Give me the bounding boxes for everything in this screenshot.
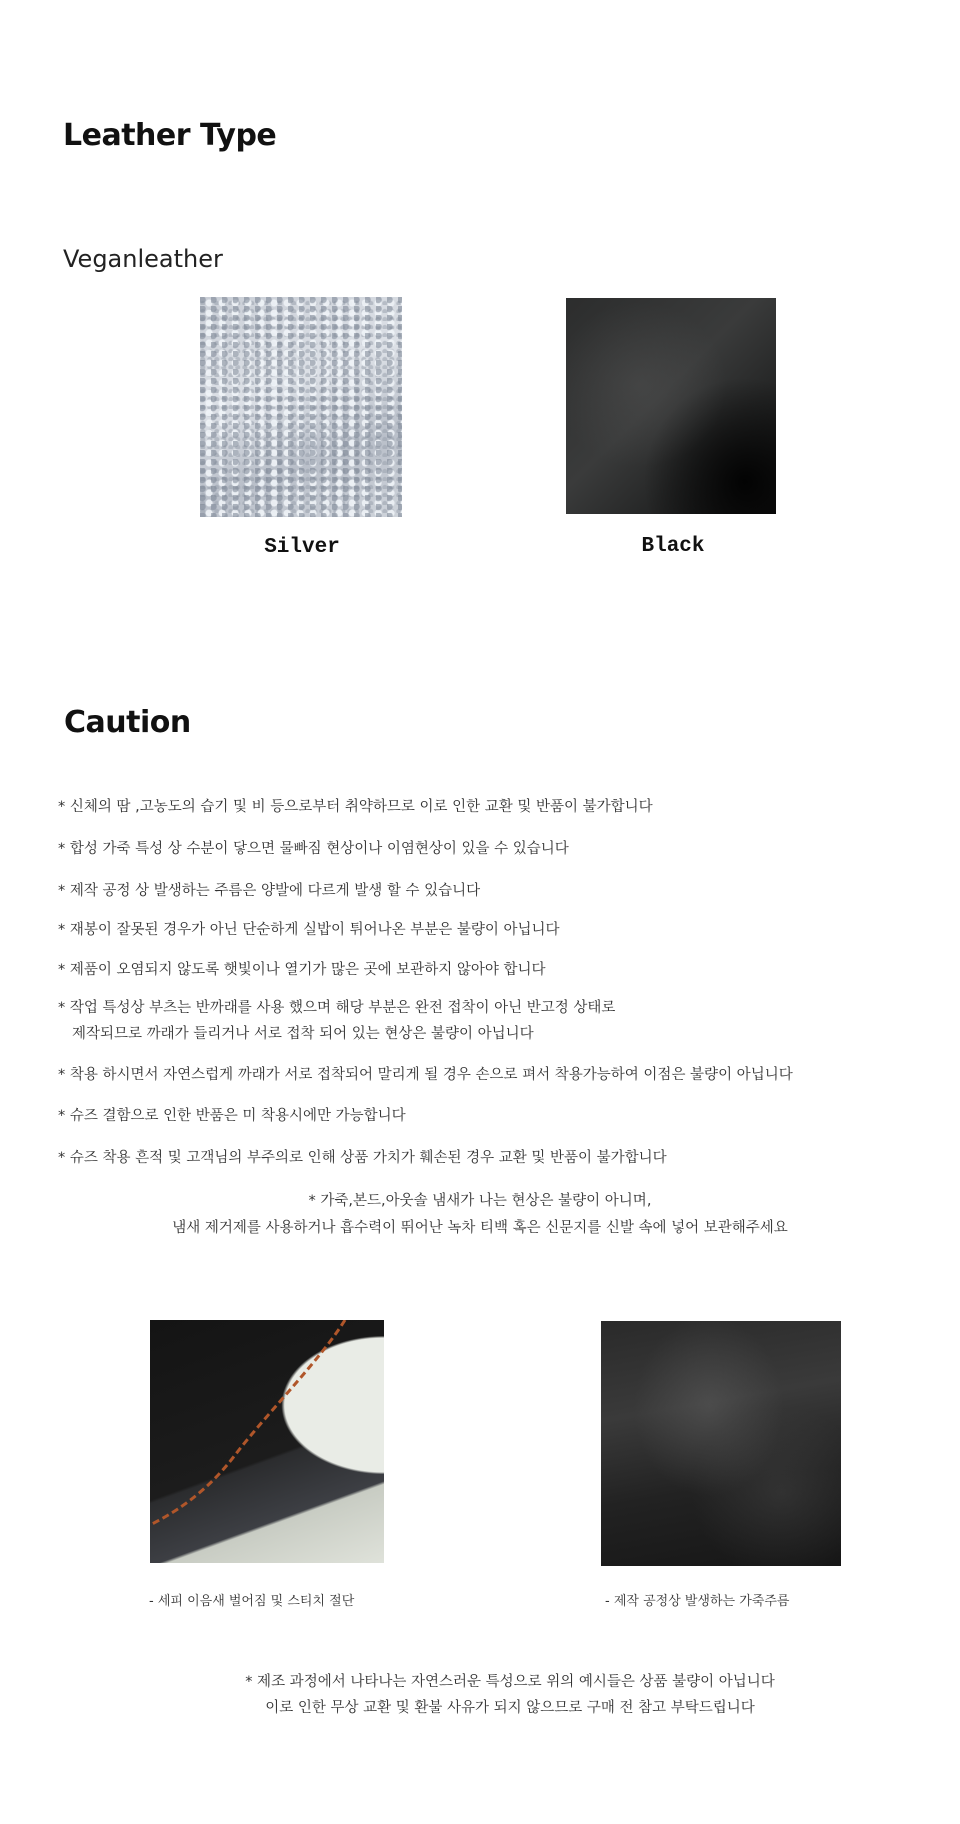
caution-item: * 제품이 오염되지 않도록 햇빛이나 열기가 많은 곳에 보관하지 않아야 합니다 xyxy=(58,962,546,978)
caution-item: * 합성 가죽 특성 상 수분이 닿으면 물빠짐 현상이나 이염현상이 있을 수 있습니다 xyxy=(58,841,569,857)
caution-item: * 제작 공정 상 발생하는 주름은 양발에 다르게 발생 할 수 있습니다 xyxy=(58,883,481,899)
shoe-sole-stitch-photo xyxy=(150,1320,384,1563)
caution-item: * 재봉이 잘못된 경우가 아닌 단순하게 실밥이 튀어나온 부분은 불량이 아닙니다 xyxy=(58,922,560,938)
caution-item-continued: 제작되므로 까래가 들리거나 서로 접착 되어 있는 현상은 불량이 아닙니다 xyxy=(72,1026,534,1042)
leather-type-heading: Leather Type xyxy=(63,118,277,153)
example-caption-1: - 세피 이음새 벌어짐 및 스티치 절단 xyxy=(149,1594,355,1609)
silver-swatch-label: Silver xyxy=(264,536,340,559)
caution-item: * 슈즈 결함으로 인한 반품은 미 착용시에만 가능합니다 xyxy=(58,1108,406,1124)
black-swatch-label: Black xyxy=(641,535,705,558)
caution-item: * 작업 특성상 부츠는 반까래를 사용 했으며 해당 부분은 완전 접착이 아닌 반고정 상태로 xyxy=(58,1000,616,1016)
leather-wrinkle-photo xyxy=(601,1321,841,1566)
black-swatch-image xyxy=(566,298,776,514)
odor-note-line-2: 냄새 제거제를 사용하거나 흡수력이 뛰어난 녹차 티백 혹은 신문지를 신발 속에 넣어 보관해주세요 xyxy=(172,1220,788,1236)
footer-note-line-1: * 제조 과정에서 나타나는 자연스러운 특성으로 위의 예시들은 상품 불량이 아닙니다 xyxy=(245,1674,775,1690)
footer-note-line-2: 이로 인한 무상 교환 및 환불 사유가 되지 않으므로 구매 전 참고 부탁드립니다 xyxy=(265,1700,755,1716)
caution-item: * 신체의 땀 ,고농도의 습기 및 비 등으로부터 취약하므로 이로 인한 교환 및 반품이 불가합니다 xyxy=(58,799,653,815)
odor-note-line-1: * 가죽,본드,아웃솔 냄새가 나는 현상은 불량이 아니며, xyxy=(308,1193,652,1209)
example-caption-2: - 제작 공정상 발생하는 가죽주름 xyxy=(605,1594,790,1609)
veganleather-subheading: Veganleather xyxy=(63,245,223,273)
caution-heading: Caution xyxy=(64,705,191,740)
caution-item: * 슈즈 착용 흔적 및 고객님의 부주의로 인해 상품 가치가 훼손된 경우 교환 및 반품이 불가합니다 xyxy=(58,1150,667,1166)
caution-item: * 착용 하시면서 자연스럽게 까래가 서로 접착되어 말리게 될 경우 손으로 펴서 착용가능하여 이점은 불량이 아닙니다 xyxy=(58,1067,793,1083)
silver-swatch-image xyxy=(200,297,402,517)
stitch-line-icon xyxy=(150,1320,384,1563)
